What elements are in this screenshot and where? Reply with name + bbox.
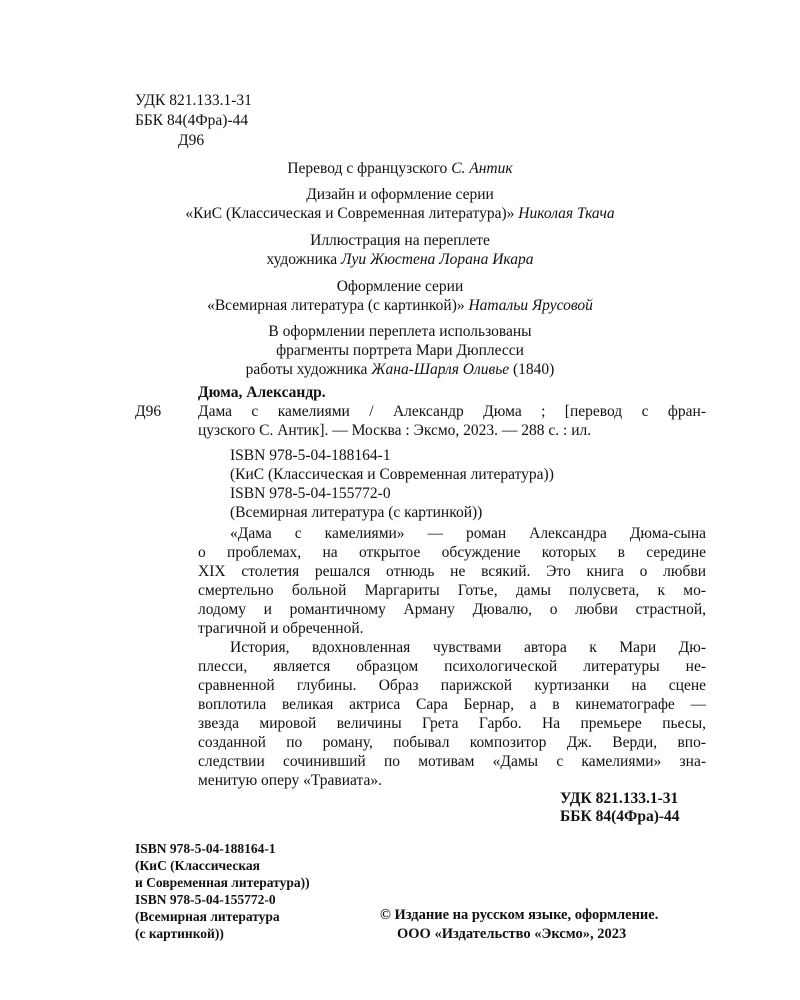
- bottom-isbn1: ISBN 978-5-04-188164-1: [135, 841, 276, 856]
- translator-name: С. Антик: [451, 160, 513, 177]
- bottom-series1-line1: (КиС (Классическая: [135, 858, 260, 873]
- illustrator-name: Луи Жюстена Лорана Икара: [340, 251, 534, 268]
- annotation-p2-line1: История, вдохновленная чувствами автора к Мари Дю-: [230, 639, 706, 656]
- annotation-p1-line4: смертельно больной Маргариты Готье, дамы полусвета, к мо-: [198, 582, 706, 599]
- annotation-p2-line7: следствии сочинивший по мотивам «Дамы с камелиями» зна-: [198, 753, 706, 770]
- design-label: Дизайн и оформление серии: [306, 186, 494, 203]
- annotation-p2-line3: сравненной глубины. Образ парижской куртизанки на сцене: [198, 677, 706, 694]
- catalog-isbn2-series: (Всемирная литература (с картинкой)): [230, 504, 483, 521]
- illustration-prefix: художника: [266, 251, 338, 268]
- udk-code: УДК 821.133.1-31: [135, 92, 252, 109]
- bbk-code: ББК 84(4Фра)-44: [135, 112, 249, 129]
- catalog-description-line1: Дама с камелиями / Александр Дюма ; [перевод с фран-: [198, 403, 706, 420]
- portrait-artist-name: Жана-Шарля Оливье: [371, 361, 510, 378]
- cover-note-prefix: работы художника: [245, 361, 368, 378]
- annotation-p2-line5: звезда мировой величины Грета Гарбо. На премьере пьесы,: [198, 715, 706, 732]
- annotation-udk: УДК 821.133.1-31: [560, 790, 679, 807]
- series-designer-name: Натальи Ярусовой: [468, 297, 593, 314]
- copyright-line1: © Издание на русском языке, оформление.: [380, 907, 659, 923]
- designer-name: Николая Ткача: [518, 205, 615, 222]
- annotation-p1-line6: трагичной и обреченной.: [198, 620, 364, 637]
- cover-note-line1: В оформлении переплета использованы: [268, 323, 532, 340]
- catalog-isbn1-series: (КиС (Классическая и Современная литература)): [230, 466, 554, 483]
- design-credit: [0, 205, 800, 223]
- annotation-p2-line4: воплотила великая актриса Сара Бернар, а в кинематографе —: [198, 696, 706, 713]
- catalog-isbn2: ISBN 978-5-04-155772-0: [230, 485, 391, 502]
- annotation-p2-line2: плесси, является образцом психологической литературы не-: [198, 658, 706, 675]
- catalog-author-mark: Д96: [135, 403, 162, 420]
- series-design-credit: [0, 297, 800, 315]
- bottom-series1-line2: и Современная литература)): [135, 875, 310, 890]
- illustration-label: Иллюстрация на переплете: [310, 232, 490, 249]
- annotation-bbk: ББК 84(4Фра)-44: [560, 808, 680, 825]
- catalog-heading: Дюма, Александр.: [198, 384, 326, 401]
- translation-label: Перевод с французского: [287, 160, 448, 177]
- catalog-isbn1: ISBN 978-5-04-188164-1: [230, 447, 391, 464]
- bottom-series2-line2: (с картинкой)): [135, 926, 224, 941]
- annotation-p2-line8: менитую оперу «Травиата».: [198, 772, 382, 789]
- annotation-p1-line3: XIX столетия решался отнюдь не всякий. Это книга о любви: [198, 563, 706, 580]
- design-series: «КиС (Классическая и Современная литература)»: [185, 205, 515, 222]
- annotation-p2-line6: созданной по роману, побывал композитор Дж. Верди, впо-: [198, 734, 706, 751]
- annotation-p1-line2: о проблемах, на открытое обсуждение которых в середине: [198, 544, 706, 561]
- author-mark: Д96: [178, 132, 205, 149]
- portrait-year: (1840): [513, 361, 555, 378]
- bottom-series2-line1: (Всемирная литература: [135, 909, 280, 924]
- translation-credit: [0, 160, 800, 178]
- illustration-credit: [0, 251, 800, 269]
- annotation-p1-line1: «Дама с камелиями» — роман Александра Дюма-сына: [230, 525, 706, 542]
- series-design-series: «Всемирная литература (с картинкой)»: [207, 297, 465, 314]
- cover-note-line3: [0, 361, 800, 379]
- cover-note-line2: фрагменты портрета Мари Дюплесси: [276, 342, 524, 359]
- annotation-p1-line5: лодому и романтичному Арману Дювалю, о любви страстной,: [198, 601, 706, 618]
- bottom-isbn2: ISBN 978-5-04-155772-0: [135, 892, 276, 907]
- catalog-description-line2: цузского С. Антик]. — Москва : Эксмо, 2023. — 288 с. : ил.: [198, 422, 592, 439]
- series-design-label: Оформление серии: [336, 278, 464, 295]
- copyright-line2: ООО «Издательство «Эксмо», 2023: [397, 926, 627, 942]
